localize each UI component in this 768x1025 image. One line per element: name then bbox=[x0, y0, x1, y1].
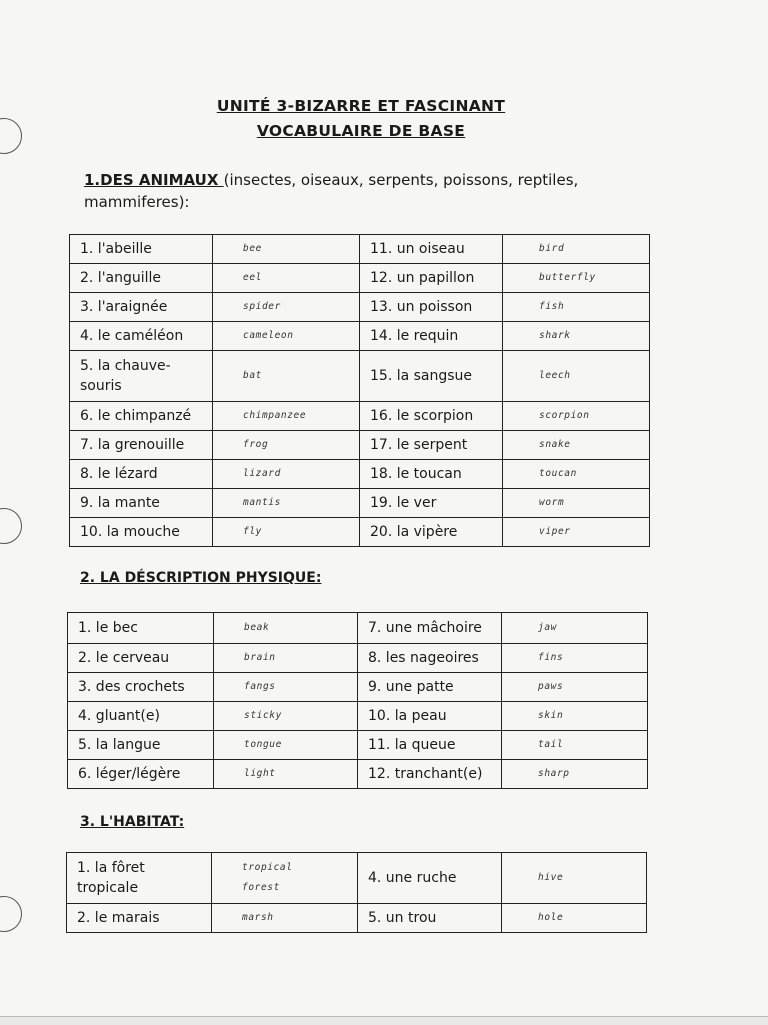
table-row bbox=[68, 644, 648, 673]
english-translation: jaw bbox=[502, 613, 648, 644]
section-heading: 1.DES ANIMAUX bbox=[84, 171, 224, 189]
english-translation: shark bbox=[503, 322, 650, 351]
english-translation: viper bbox=[503, 518, 650, 547]
english-translation: brain bbox=[214, 644, 358, 673]
french-term: 20. la vipère bbox=[360, 518, 503, 547]
page-title: UNITÉ 3-BIZARRE ET FASCINANT bbox=[216, 97, 506, 115]
table-row bbox=[70, 431, 650, 460]
table-row bbox=[67, 853, 647, 904]
english-translation: mantis bbox=[213, 489, 360, 518]
french-term: 11. un oiseau bbox=[360, 235, 503, 264]
table-row bbox=[70, 322, 650, 351]
english-translation: snake bbox=[503, 431, 650, 460]
binder-hole-middle bbox=[0, 508, 22, 544]
english-translation: tropical forest bbox=[212, 853, 358, 904]
french-term: 14. le requin bbox=[360, 322, 503, 351]
binder-hole-bottom bbox=[0, 896, 22, 932]
english-translation: chimpanzee bbox=[213, 402, 360, 431]
french-term: 2. le marais bbox=[67, 904, 212, 933]
french-term: 5. la langue bbox=[68, 731, 214, 760]
french-term: 2. le cerveau bbox=[68, 644, 214, 673]
french-term: 16. le scorpion bbox=[360, 402, 503, 431]
table-row bbox=[68, 613, 648, 644]
english-translation: leech bbox=[503, 351, 650, 402]
table-row bbox=[70, 518, 650, 547]
english-translation: paws bbox=[502, 673, 648, 702]
french-term: 2. l'anguille bbox=[70, 264, 213, 293]
english-translation: beak bbox=[214, 613, 358, 644]
french-term: 8. le lézard bbox=[70, 460, 213, 489]
english-translation: marsh bbox=[212, 904, 358, 933]
section-subtitle-cont: mammiferes): bbox=[84, 193, 190, 211]
french-term: 4. gluant(e) bbox=[68, 702, 214, 731]
french-term: 4. une ruche bbox=[358, 853, 502, 904]
french-term: 3. l'araignée bbox=[70, 293, 213, 322]
french-term: 10. la mouche bbox=[70, 518, 213, 547]
french-term: 5. un trou bbox=[358, 904, 502, 933]
english-translation: fish bbox=[503, 293, 650, 322]
english-translation: sharp bbox=[502, 760, 648, 789]
table-row bbox=[70, 293, 650, 322]
english-translation: hole bbox=[502, 904, 647, 933]
table-row bbox=[68, 702, 648, 731]
english-translation: spider bbox=[213, 293, 360, 322]
french-term: 8. les nageoires bbox=[358, 644, 502, 673]
english-translation: butterfly bbox=[503, 264, 650, 293]
french-term: 13. un poisson bbox=[360, 293, 503, 322]
french-term: 17. le serpent bbox=[360, 431, 503, 460]
english-translation: light bbox=[214, 760, 358, 789]
english-translation: bat bbox=[213, 351, 360, 402]
french-term: 15. la sangsue bbox=[360, 351, 503, 402]
french-term: 1. le bec bbox=[68, 613, 214, 644]
french-term: 9. la mante bbox=[70, 489, 213, 518]
french-term: 1. la fôret tropicale bbox=[67, 853, 212, 904]
animals-table bbox=[69, 234, 650, 547]
table-row bbox=[68, 760, 648, 789]
english-translation: hive bbox=[502, 853, 647, 904]
english-translation: eel bbox=[213, 264, 360, 293]
french-term: 12. un papillon bbox=[360, 264, 503, 293]
english-translation: worm bbox=[503, 489, 650, 518]
english-translation: tongue bbox=[214, 731, 358, 760]
french-term: 6. léger/légère bbox=[68, 760, 214, 789]
english-translation: fly bbox=[213, 518, 360, 547]
english-translation: bird bbox=[503, 235, 650, 264]
french-term: 12. tranchant(e) bbox=[358, 760, 502, 789]
french-term: 7. une mâchoire bbox=[358, 613, 502, 644]
section-subtitle: (insectes, oiseaux, serpents, poissons, reptiles, bbox=[223, 171, 579, 189]
french-term: 3. des crochets bbox=[68, 673, 214, 702]
french-term: 18. le toucan bbox=[360, 460, 503, 489]
habitat-table bbox=[66, 852, 647, 933]
french-term: 5. la chauve- souris bbox=[70, 351, 213, 402]
english-translation: skin bbox=[502, 702, 648, 731]
english-translation: cameleon bbox=[213, 322, 360, 351]
french-term: 1. l'abeille bbox=[70, 235, 213, 264]
english-translation: fangs bbox=[214, 673, 358, 702]
english-translation: toucan bbox=[503, 460, 650, 489]
english-translation: bee bbox=[213, 235, 360, 264]
section-animals-heading bbox=[84, 169, 644, 213]
english-translation: frog bbox=[213, 431, 360, 460]
description-table bbox=[67, 612, 648, 789]
table-row bbox=[67, 904, 647, 933]
table-row bbox=[70, 235, 650, 264]
french-term: 4. le caméléon bbox=[70, 322, 213, 351]
french-term: 19. le ver bbox=[360, 489, 503, 518]
french-term: 7. la grenouille bbox=[70, 431, 213, 460]
table-row bbox=[70, 489, 650, 518]
english-translation: tail bbox=[502, 731, 648, 760]
english-translation: fins bbox=[502, 644, 648, 673]
french-term: 6. le chimpanzé bbox=[70, 402, 213, 431]
french-term: 10. la peau bbox=[358, 702, 502, 731]
english-translation: scorpion bbox=[503, 402, 650, 431]
section-habitat-heading: 3. L'HABITAT: bbox=[80, 814, 185, 830]
table-row bbox=[68, 731, 648, 760]
page-subtitle: VOCABULAIRE DE BASE bbox=[256, 122, 466, 140]
table-row bbox=[70, 402, 650, 431]
table-row bbox=[70, 460, 650, 489]
english-translation: sticky bbox=[214, 702, 358, 731]
table-row bbox=[68, 673, 648, 702]
french-term: 11. la queue bbox=[358, 731, 502, 760]
table-row bbox=[70, 351, 650, 402]
section-description-heading: 2. LA DÉSCRIPTION PHYSIQUE: bbox=[80, 570, 322, 586]
french-term: 9. une patte bbox=[358, 673, 502, 702]
english-translation: lizard bbox=[213, 460, 360, 489]
table-row bbox=[70, 264, 650, 293]
